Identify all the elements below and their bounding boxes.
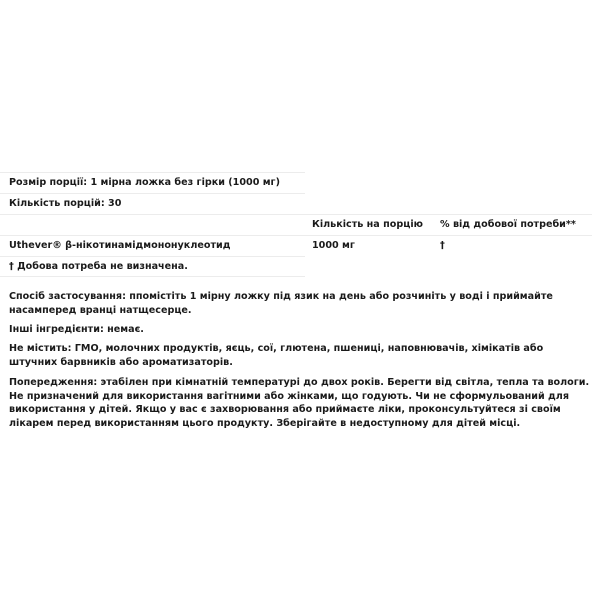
daily-value-header: % від добової потреби** (440, 219, 576, 230)
ingredient-daily-value: † (440, 240, 445, 251)
supplement-facts-table (0, 172, 600, 277)
table-row (0, 235, 592, 256)
serving-size-row (0, 172, 305, 193)
daily-value-footnote: † Добова потреба не визначена. (9, 261, 188, 272)
other-ingredients: Інші інгредієнти: немає. (9, 324, 144, 335)
amount-per-serving-header: Кількість на порцію (312, 219, 423, 230)
footnote-row (0, 256, 305, 277)
table-header-row (0, 214, 592, 235)
ingredient-amount: 1000 мг (312, 240, 355, 251)
servings-per-container: Кількість порцій: 30 (9, 198, 122, 209)
servings-per-container-row (0, 193, 305, 214)
ingredient-name: Uthever® β-нікотинамідмононуклеотид (9, 240, 231, 251)
warnings: Попередження: этабілен при кімнатній температурі до двох років. Берегти від світла, тепла та вологи. Не призначений для використання вагітними або жінками, що годують. Чи не сформульований для використання у дітей. Якщо у вас є захворювання або приймаєте ліки, проконсультуйтеся зі своїм лікарем перед використанням цього продукту. Зберігайте в недоступному для дітей місці. (9, 377, 590, 429)
free-from-list: Не містить: ГМО, молочних продуктів, яєць, сої, глютена, пшениці, наповнювачів, хімікатів або штучних барвників або ароматизаторів. (9, 343, 544, 368)
serving-size: Розмір порції: 1 мірна ложка без гірки (1000 мг) (9, 177, 280, 188)
usage-instructions: Спосіб застосування: ппомістіть 1 мірну ложку під язик на день або розчиніть у воді і приймайте насамперед вранці натщесерце. (9, 291, 553, 316)
